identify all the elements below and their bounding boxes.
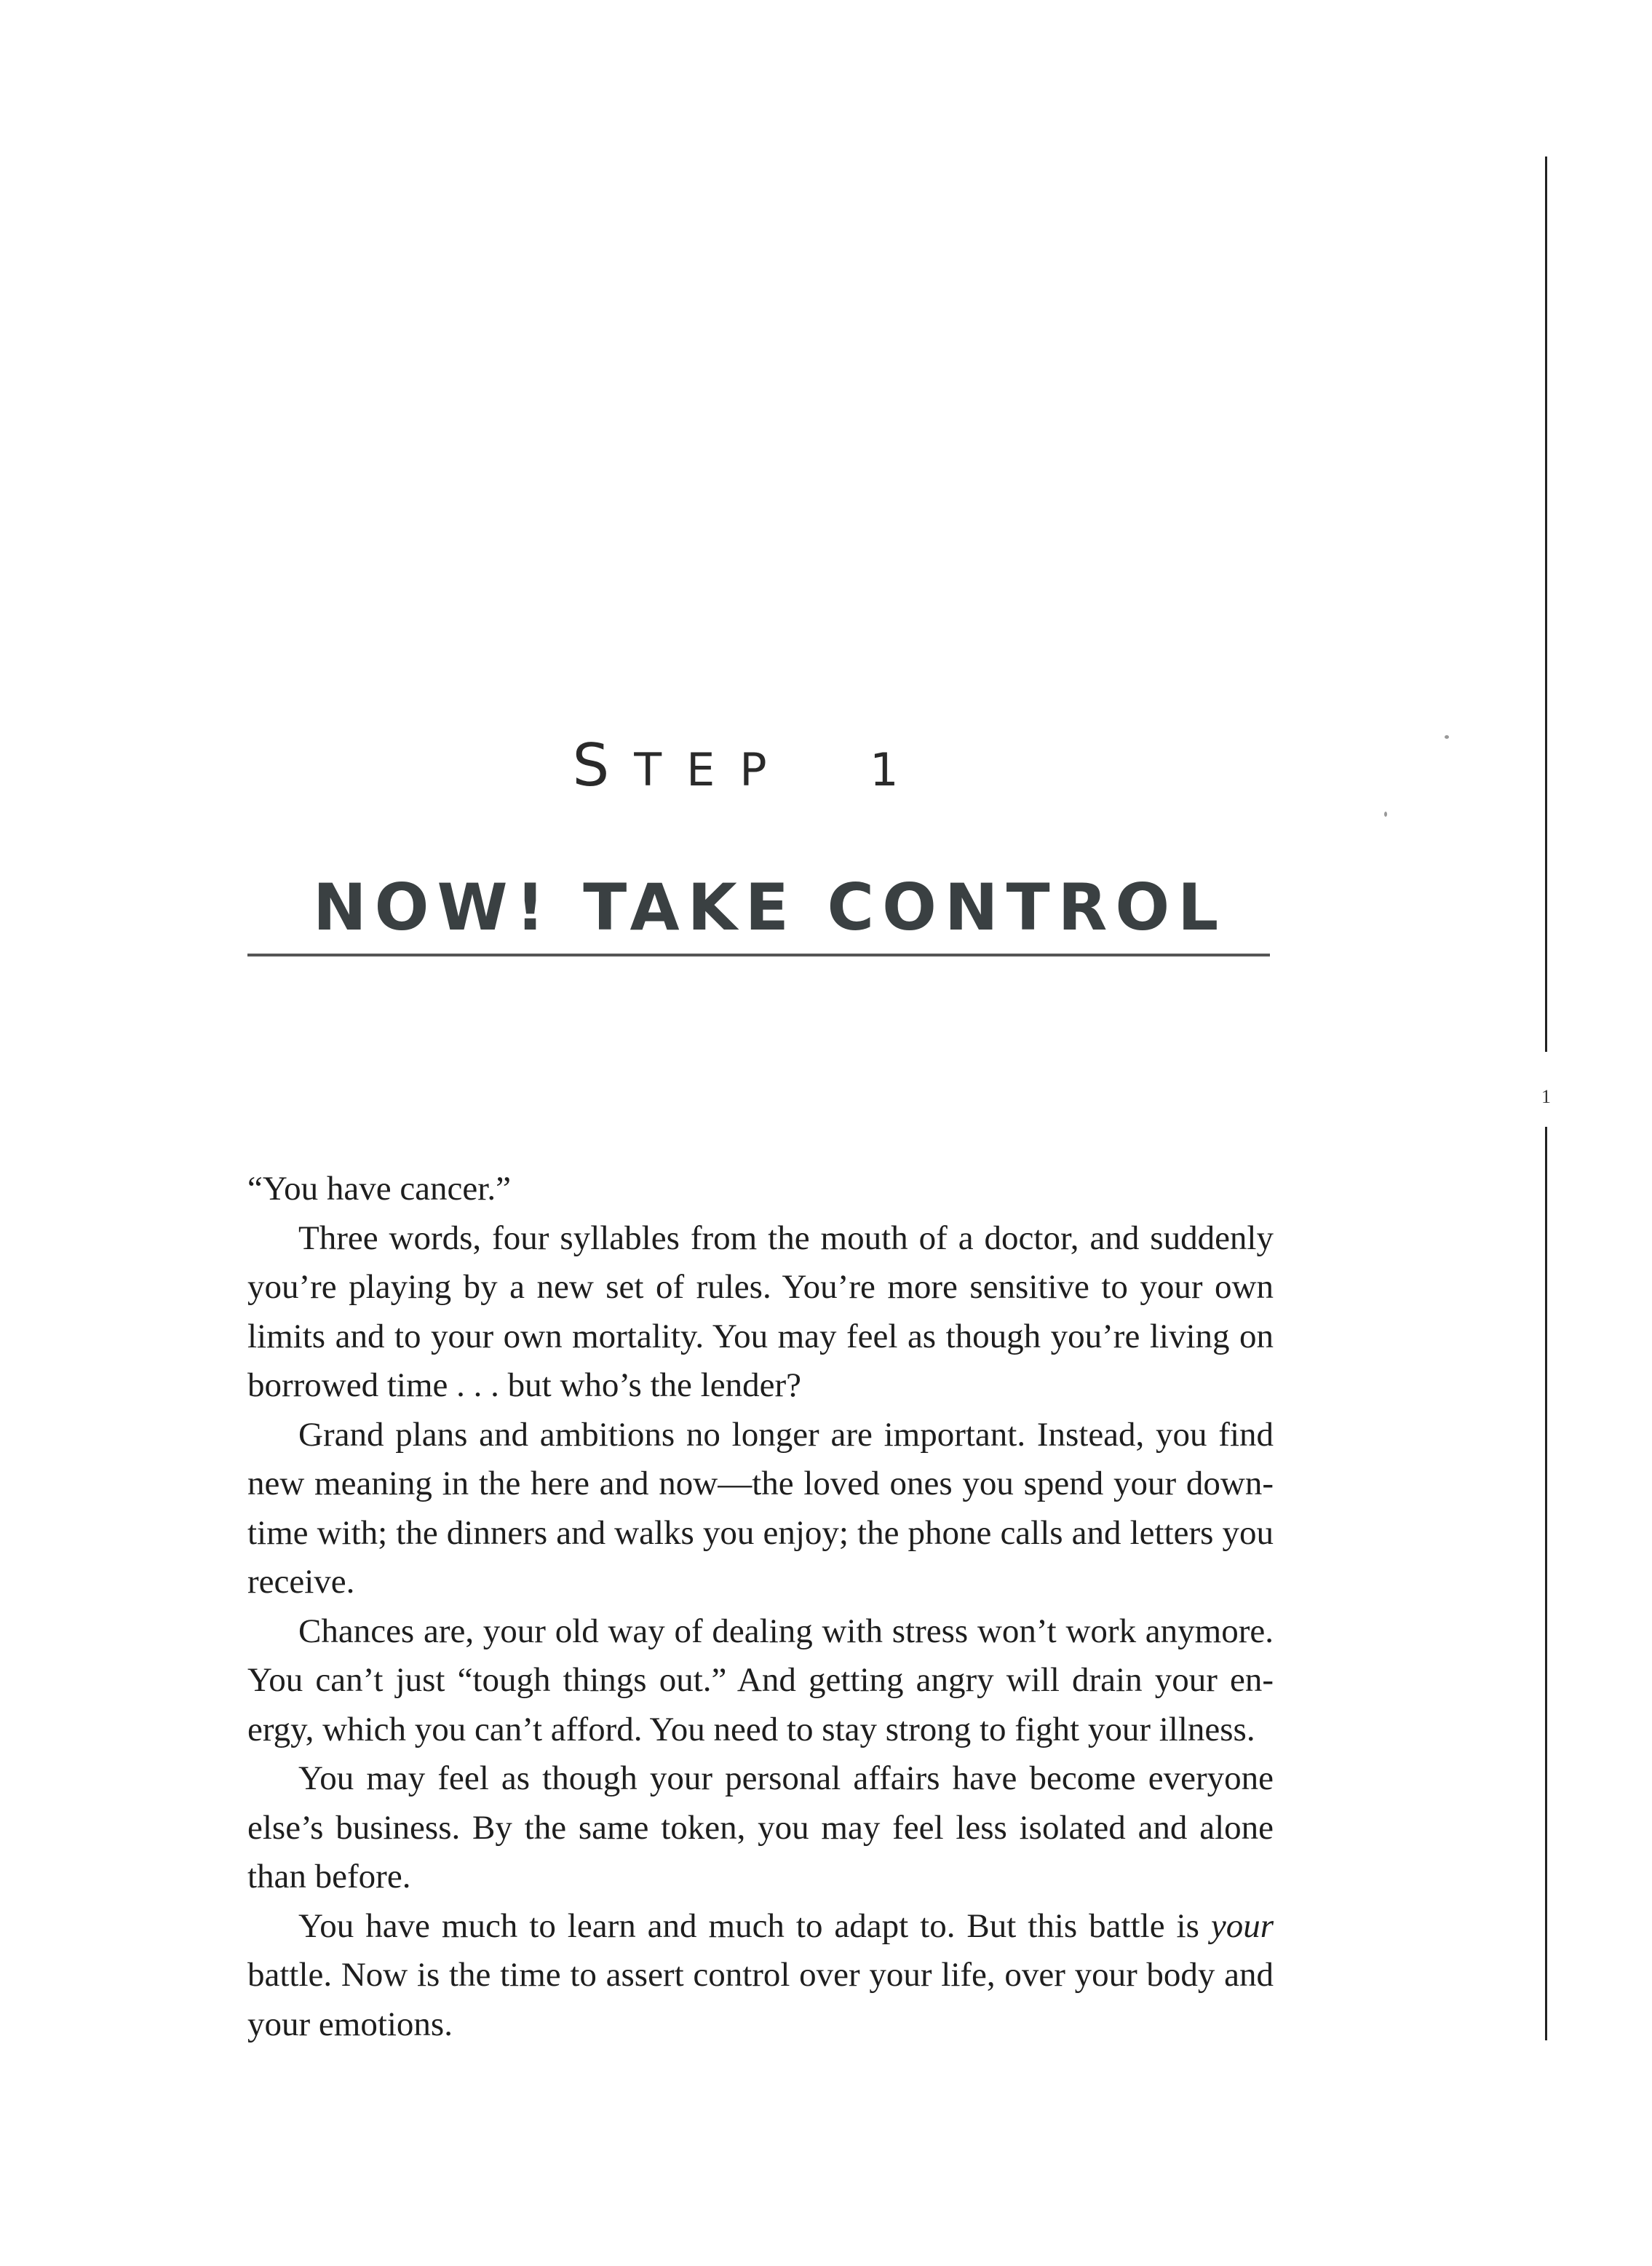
title-underline: [247, 954, 1270, 956]
chapter-body: [247, 1165, 1274, 2049]
paragraph-6-emphasis: your: [1210, 1906, 1274, 1945]
margin-rule-bottom: [1545, 1127, 1547, 2040]
paragraph-6: [247, 1902, 1274, 2050]
chapter-title: NOW! TAKE CONTROL: [313, 870, 1227, 945]
paragraph-6-start: You have much to learn and much to adapt to. But this battle is: [298, 1906, 1211, 1945]
paragraph-2: Three words, four syllables from the mouth of a doctor, and suddenly you’re playing by a new set of rules. You’re more sensitive to your own limits and to your own mortality. You may feel as though you’re living on borrowed time . . . but who’s the lender?: [247, 1219, 1274, 1404]
scan-speck: [1445, 735, 1449, 739]
margin-page-number: 1: [1541, 1086, 1551, 1107]
margin-rule-top: [1545, 157, 1547, 1052]
paragraph-1: “You have cancer.”: [247, 1170, 511, 1208]
step-letter-first: S: [572, 732, 635, 799]
paragraph-5: You may feel as though your personal affairs have become everyone else’s business. By the same token, you may feel less isolated and alone than before.: [247, 1759, 1274, 1895]
paragraph-6-end: battle. Now is the time to assert control over your life, over your body and your emotions.: [247, 1956, 1274, 2043]
paragraph-3: Grand plans and ambitions no longer are important. Instead, you find new meaning in the here and now—the loved ones you spend your down-time with; the dinners and walks you enjoy; the phone calls and letters you receive.: [247, 1415, 1274, 1601]
chapter-step-label: [0, 732, 1496, 799]
step-number: 1: [870, 743, 924, 796]
step-letters-rest: TEP: [634, 743, 792, 796]
paragraph-4: Chances are, your old way of dealing with stress won’t work anymore. You can’t just “tough things out.” And getting angry will drain your en-ergy, which you can’t afford. You need to stay strong to fight your illness.: [247, 1612, 1274, 1748]
scan-speck: [1384, 812, 1387, 817]
